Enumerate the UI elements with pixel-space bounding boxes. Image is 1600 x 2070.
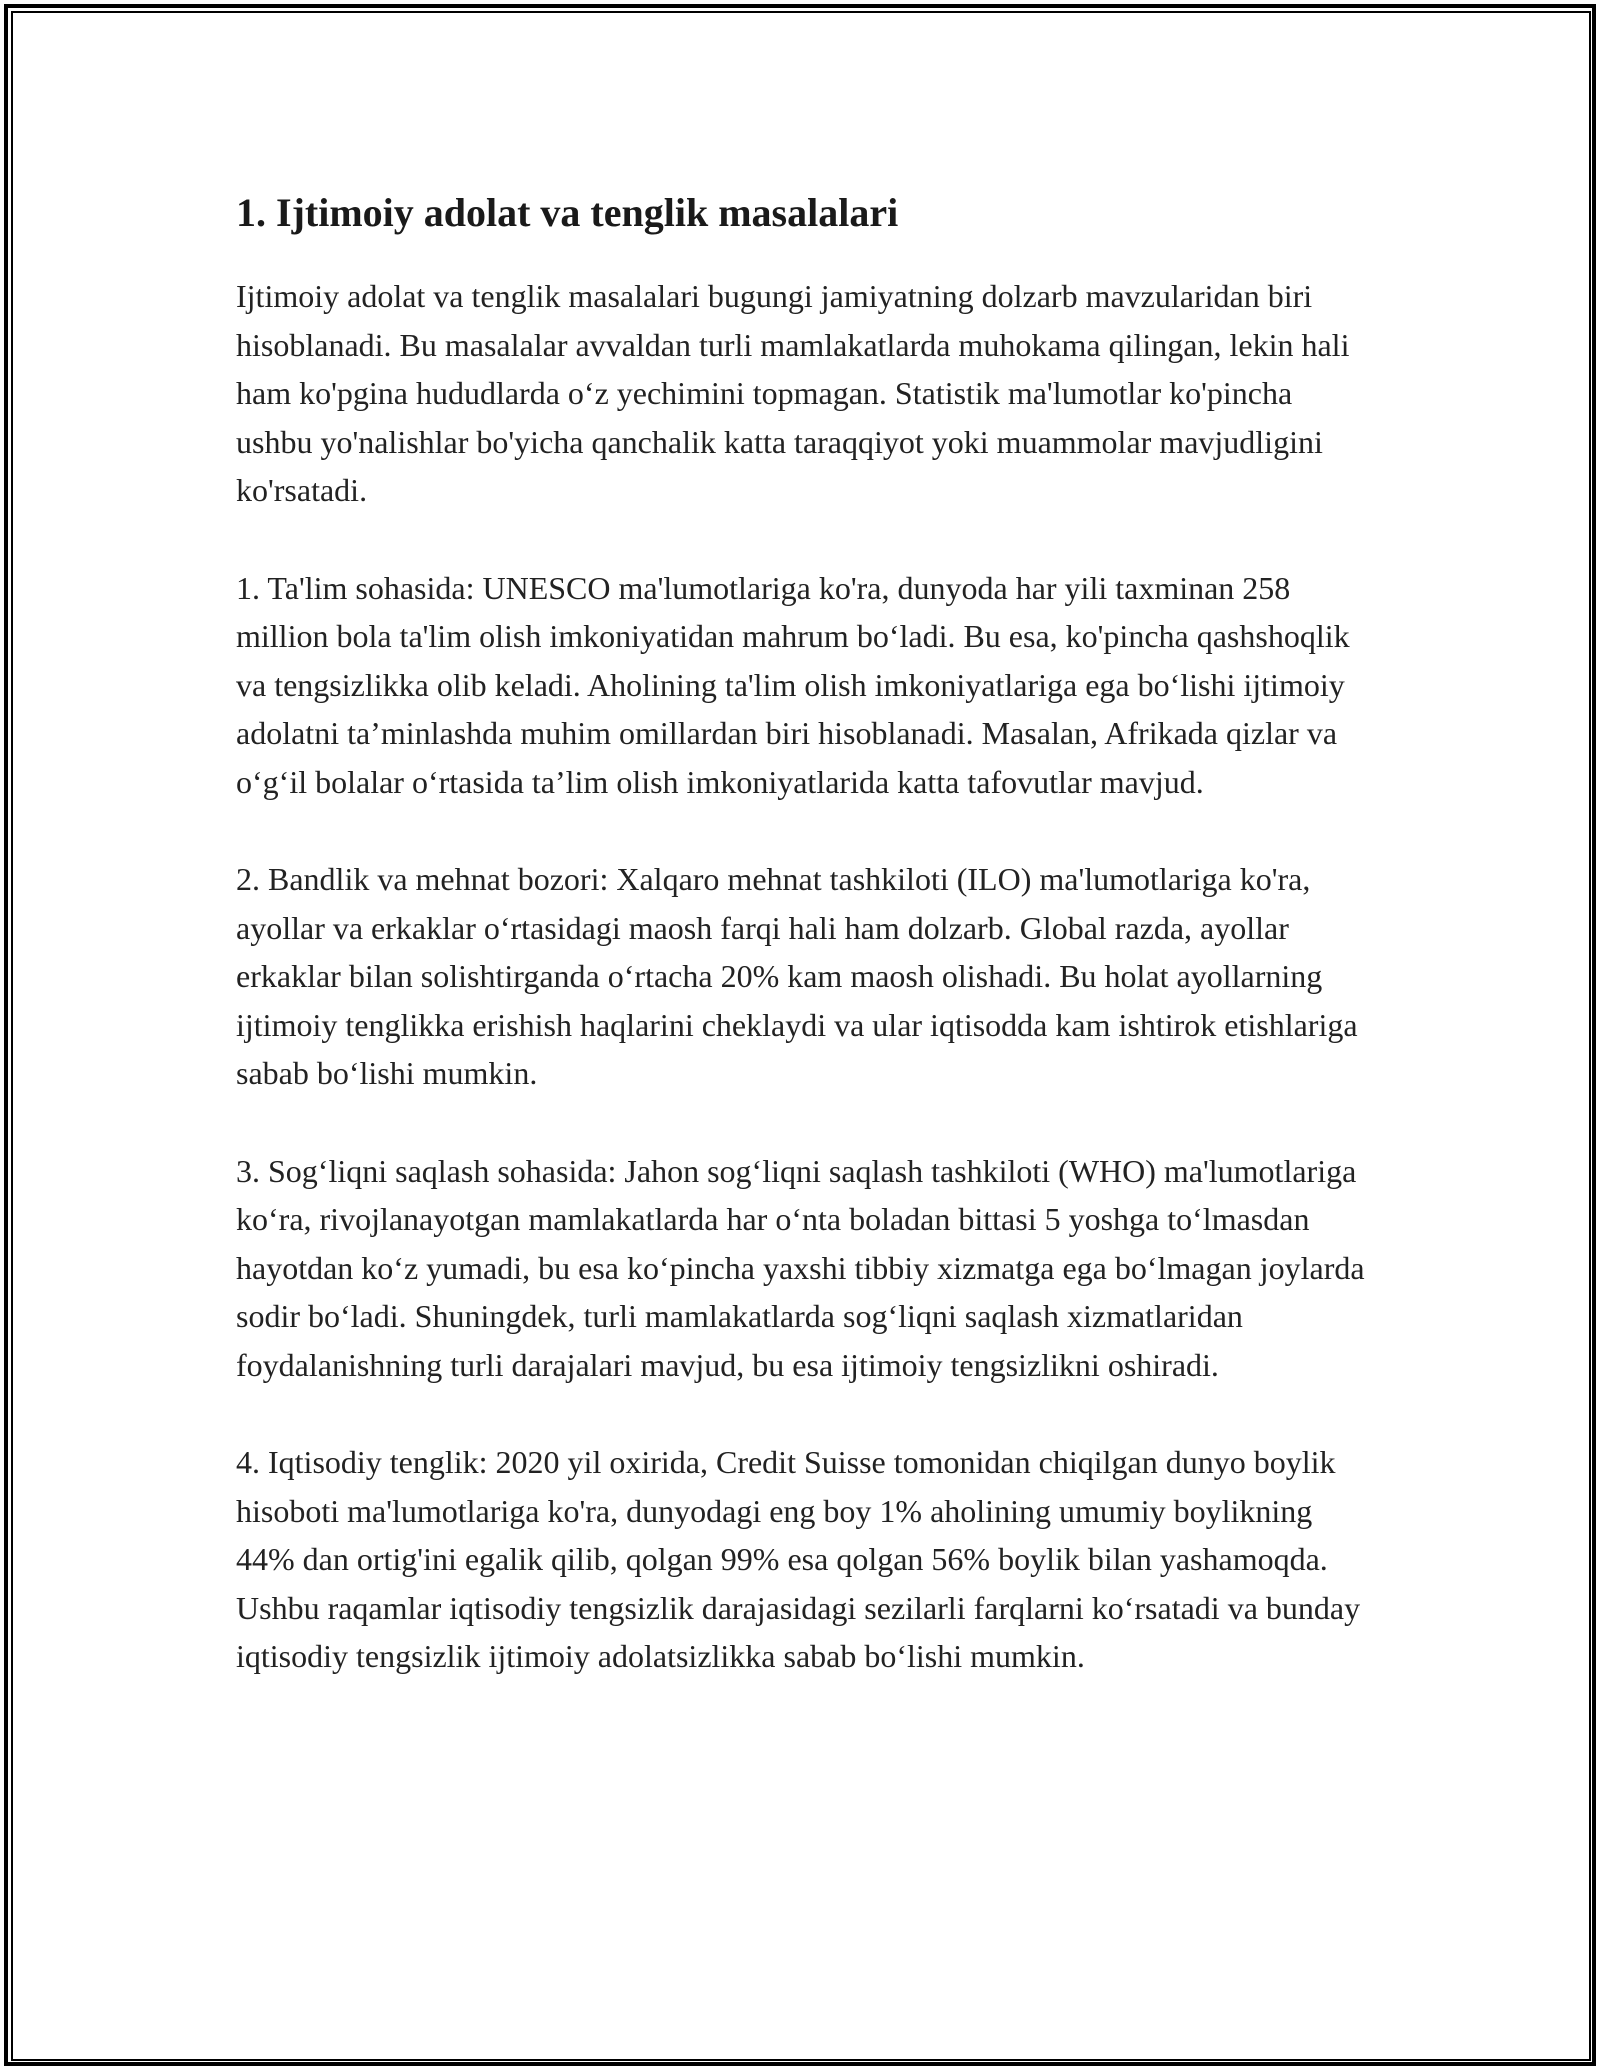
section-heading: 1. Ijtimoiy adolat va tenglik masalalari <box>236 190 899 235</box>
economic-equality-paragraph: 4. Iqtisodiy tenglik: 2020 yil oxirida, Credit Suisse tomonidan chiqilgan dunyo boylik hisoboti ma'lumotlariga ko'ra, dunyodagi eng boy 1% aholining umumiy boylikning 44% dan ortig'ini egalik qilib, qolgan 99% esa qolgan 56% boylik bilan yashamoqda. Ushbu raqamlar iqtisodiy tengsizlik darajasidagi sezilarli farqlarni ko‘rsatadi va bunday iqtisodiy tengsizlik ijtimoiy adolatsizlikka sabab bo‘lishi mumkin. <box>236 1444 1361 1674</box>
healthcare-paragraph: 3. Sog‘liqni saqlash sohasida: Jahon sog‘liqni saqlash tashkiloti (WHO) ma'lumotlariga ko‘ra, rivojlanayotgan mamlakatlarda har o‘nta boladan bittasi 5 yoshga to‘lmasdan hayotdan ko‘z yumadi, bu esa ko‘pincha yaxshi tibbiy xizmatga ega bo‘lmagan joylarda sodir bo‘ladi. Shuningdek, turli mamlakatlarda sog‘liqni saqlash xizmatlaridan foydalanishning turli darajalari mavjud, bu esa ijtimoiy tengsizlikni oshiradi. <box>236 1152 1365 1383</box>
document-body <box>236 186 1376 1730</box>
education-paragraph: 1. Ta'lim sohasida: UNESCO ma'lumotlariga ko'ra, dunyoda har yili taxminan 258 million bola ta'lim olish imkoniyatidan mahrum bo‘ladi. Bu esa, ko'pincha qashshoqlik va tengsizlikka olib keladi. Aholining ta'lim olish imkoniyatlariga ega bo‘lishi ijtimoiy adolatni ta’minlashda muhim omillardan biri hisoblanadi. Masalan, Afrikada qizlar va o‘g‘il bolalar o‘rtasida ta’lim olish imkoniyatlarida katta tafovutlar mavjud. <box>236 569 1350 800</box>
intro-paragraph: Ijtimoiy adolat va tenglik masalalari bugungi jamiyatning dolzarb mavzularidan biri hisoblanadi. Bu masalalar avvaldan turli mamlakatlarda muhokama qilingan, lekin hali ham ko'pgina hududlarda o‘z yechimini topmagan. Statistik ma'lumotlar ko'pincha ushbu yo'nalishlar bo'yicha qanchalik katta taraqqiyot yoki muammolar mavjudligini ko'rsatadi. <box>236 278 1350 508</box>
employment-paragraph: 2. Bandlik va mehnat bozori: Xalqaro mehnat tashkiloti (ILO) ma'lumotlariga ko'ra, ayollar va erkaklar o‘rtasidagi maosh farqi hali ham dolzarb. Global razda, ayollar erkaklar bilan solishtirganda o‘rtacha 20% kam maosh olishadi. Bu holat ayollarning ijtimoiy tenglikka erishish haqlarini cheklaydi va ular iqtisodda kam ishtirok etishlariga sabab bo‘lishi mumkin. <box>236 861 1358 1091</box>
